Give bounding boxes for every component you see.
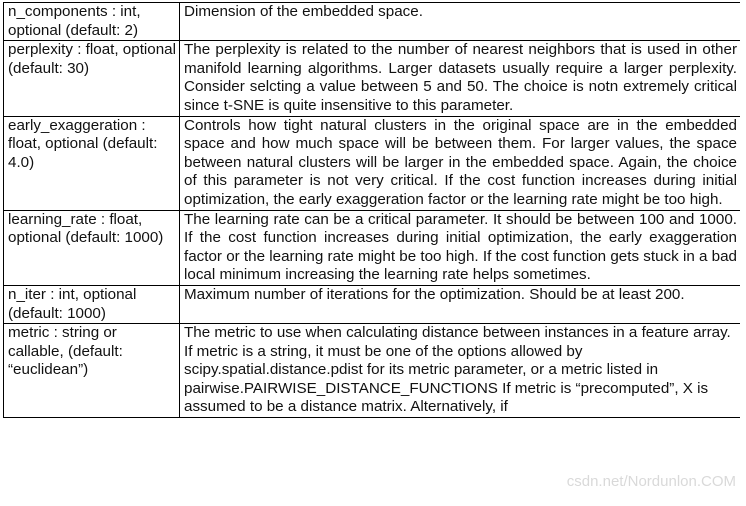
table-row bbox=[4, 285, 741, 323]
param-description-perplexity: The perplexity is related to the number of nearest neighbors that is used in other manifold learning algorithms. Larger datasets usually require a larger perplexity. Consider selcting a value between 5 and 50. The choice is notn extremely critical since t-SNE is quite insensitive to this parameter. bbox=[180, 41, 741, 116]
watermark: csdn.net/Nordunlon.COM bbox=[566, 473, 736, 490]
param-name-early-exaggeration: early_exaggeration : float, optional (default: 4.0) bbox=[4, 116, 180, 210]
param-description-n-iter: Maximum number of iterations for the optimization. Should be at least 200. bbox=[180, 285, 741, 323]
param-description-early-exaggeration: Controls how tight natural clusters in the original space are in the embedded space and how much space will be between them. For larger values, the space between natural clusters will be larger in the embedded space. Again, the choice of this parameter is not very critical. If the cost function increases during initial optimization, the early exaggeration factor or the learning rate might be too high. bbox=[180, 116, 741, 210]
table-row bbox=[4, 3, 741, 41]
table-row bbox=[4, 324, 741, 418]
param-name-n-iter: n_iter : int, optional (default: 1000) bbox=[4, 285, 180, 323]
param-description-n-components: Dimension of the embedded space. bbox=[180, 3, 741, 41]
param-name-metric: metric : string or callable, (default: “euclidean”) bbox=[4, 324, 180, 418]
param-name-perplexity: perplexity : float, optional (default: 30) bbox=[4, 41, 180, 116]
param-description-learning-rate: The learning rate can be a critical parameter. It should be between 100 and 1000. If the cost function increases during initial optimization, the early exaggeration factor or the learning rate might be too high. If the cost function gets stuck in a bad local minimum increasing the learning rate helps sometimes. bbox=[180, 210, 741, 285]
param-name-learning-rate: learning_rate : float, optional (default: 1000) bbox=[4, 210, 180, 285]
table-row bbox=[4, 41, 741, 116]
table-row bbox=[4, 116, 741, 210]
table-row bbox=[4, 210, 741, 285]
parameter-table bbox=[3, 2, 740, 418]
param-name-n-components: n_components : int, optional (default: 2) bbox=[4, 3, 180, 41]
parameter-table-frame bbox=[3, 2, 740, 506]
param-description-metric: The metric to use when calculating distance between instances in a feature array. If metric is a string, it must be one of the options allowed by scipy.spatial.distance.pdist for its metric parameter, or a metric listed in pairwise.PAIRWISE_DISTANCE_FUNCTIONS If metric is “precomputed”, X is assumed to be a distance matrix. Alternatively, if bbox=[180, 324, 741, 418]
